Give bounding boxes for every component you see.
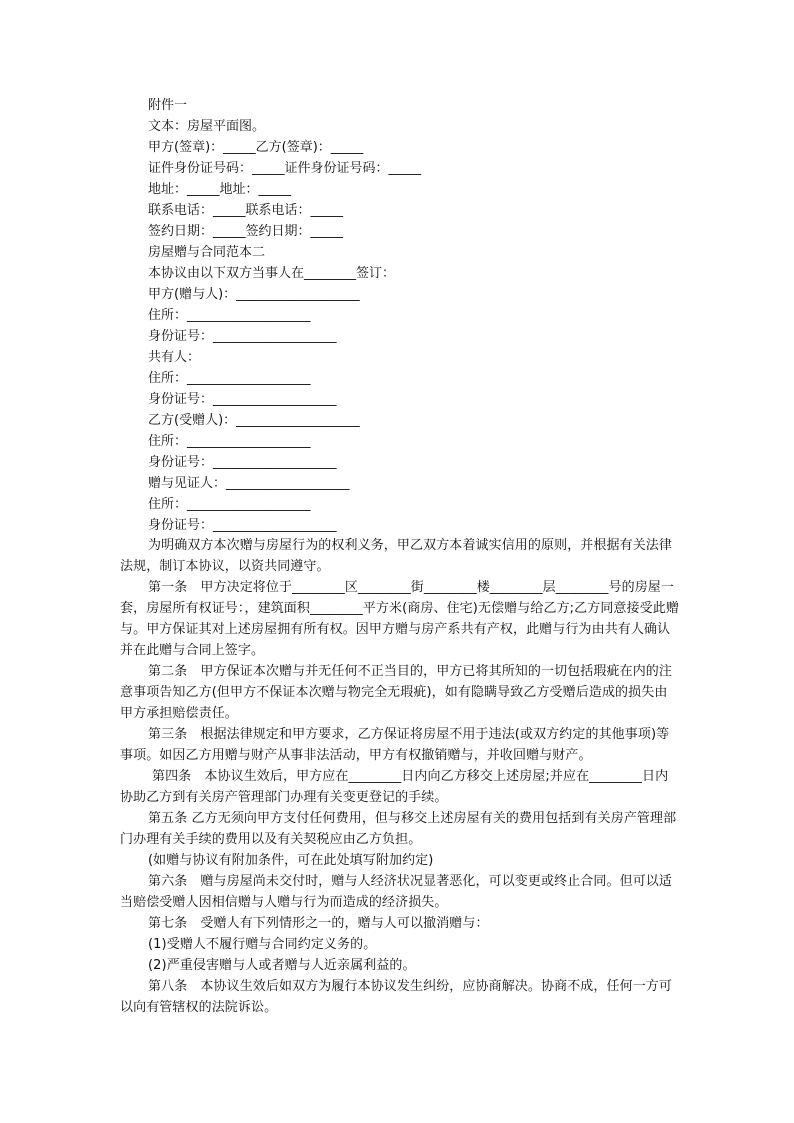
doc-line: 签约日期：_____签约日期：_____	[148, 224, 344, 239]
addendum-note: (如赠与协议有附加条件，可在此处填写附加约定)	[148, 853, 434, 868]
doc-line: 住所：___________________	[148, 371, 311, 386]
doc-line: 共有人：	[148, 350, 201, 365]
doc-line: 联系电话：_____联系电话：_____	[148, 203, 344, 218]
article-4: 第四条 本协议生效后，甲方应在________日内向乙方移交上述房屋;并应在________日内协助乙方到有关房产管理部门办理有关变更登记的手续。	[120, 769, 669, 805]
doc-line: 甲方(签章)：_____乙方(签章)：_____	[148, 140, 364, 155]
doc-line: 身份证号：___________________	[148, 518, 337, 533]
doc-line: 身份证号：___________________	[148, 455, 337, 470]
article-6: 第六条 赠与房屋尚未交付时，赠与人经济状况显著恶化，可以变更或终止合同。但可以适当赔偿受赠人因相信赠与人赠与行为而造成的经济损失。	[120, 874, 673, 910]
article-2: 第二条 甲方保证本次赠与并无任何不正当目的，甲方已将其所知的一切包括瑕疵在内的注意事项告知乙方(但甲方不保证本次赠与物完全无瑕疵)，如有隐瞒导致乙方受赠后造成的损失由甲方承担赔偿责任。	[120, 664, 673, 721]
doc-line: 甲方(赠与人)：___________________	[148, 287, 360, 302]
section-title: 房屋赠与合同范本二	[148, 245, 266, 260]
article-3: 第三条 根据法律规定和甲方要求，乙方保证将房屋不用于违法(或双方约定的其他事项)等事项。如因乙方用赠与财产从事非法活动，甲方有权撤销赠与，并收回赠与财产。	[120, 727, 670, 763]
doc-line: 附件一	[148, 98, 188, 113]
doc-line: 住所：___________________	[148, 497, 311, 512]
article-1: 第一条 甲方决定将位于________区________街________楼________层________号的房屋一套，房屋所有权证号：，建筑面积________平方米(商房、住宅)无偿赠与给乙方;乙方同意接受此赠与。甲方保证其对上述房屋拥有所有权。因甲方赠与房产系共有产权，此赠与行为由共有人确认并在此赠与合同上签字。	[120, 580, 679, 658]
preamble-paragraph: 为明确双方本次赠与房屋行为的权利义务，甲乙双方本着诚实信用的原则，并根据有关法律法规，制订本协议，以资共同遵守。	[120, 538, 673, 574]
doc-line: 证件身份证号码：_____证件身份证号码：_____	[148, 161, 422, 176]
doc-line: 赠与见证人：___________________	[148, 476, 350, 491]
doc-line: 地址：_____地址：_____	[148, 182, 292, 197]
doc-line: 身份证号：___________________	[148, 392, 337, 407]
doc-line: 本协议由以下双方当事人在________签订：	[148, 266, 396, 281]
doc-line: 住所：___________________	[148, 434, 311, 449]
doc-line: 文本：房屋平面图。	[148, 119, 266, 134]
doc-line: 身份证号：___________________	[148, 329, 337, 344]
doc-line: 住所：___________________	[148, 308, 311, 323]
article-7-item-2: (2)严重侵害赠与人或者赠与人近亲属利益的。	[148, 958, 416, 973]
doc-line: 乙方(受赠人)：___________________	[148, 413, 360, 428]
article-5: 第五条 乙方无须向甲方支付任何费用，但与移交上述房屋有关的费用包括到有关房产管理部门办理有关手续的费用以及有关契税应由乙方负担。	[120, 811, 677, 847]
article-7: 第七条 受赠人有下列情形之一的，赠与人可以撤消赠与：	[148, 916, 489, 931]
article-7-item-1: (1)受赠人不履行赠与合同约定义务的。	[148, 937, 377, 952]
article-8: 第八条 本协议生效后如双方为履行本协议发生纠纷，应协商解决。协商不成，任何一方可以向有管辖权的法院诉讼。	[120, 979, 673, 1015]
